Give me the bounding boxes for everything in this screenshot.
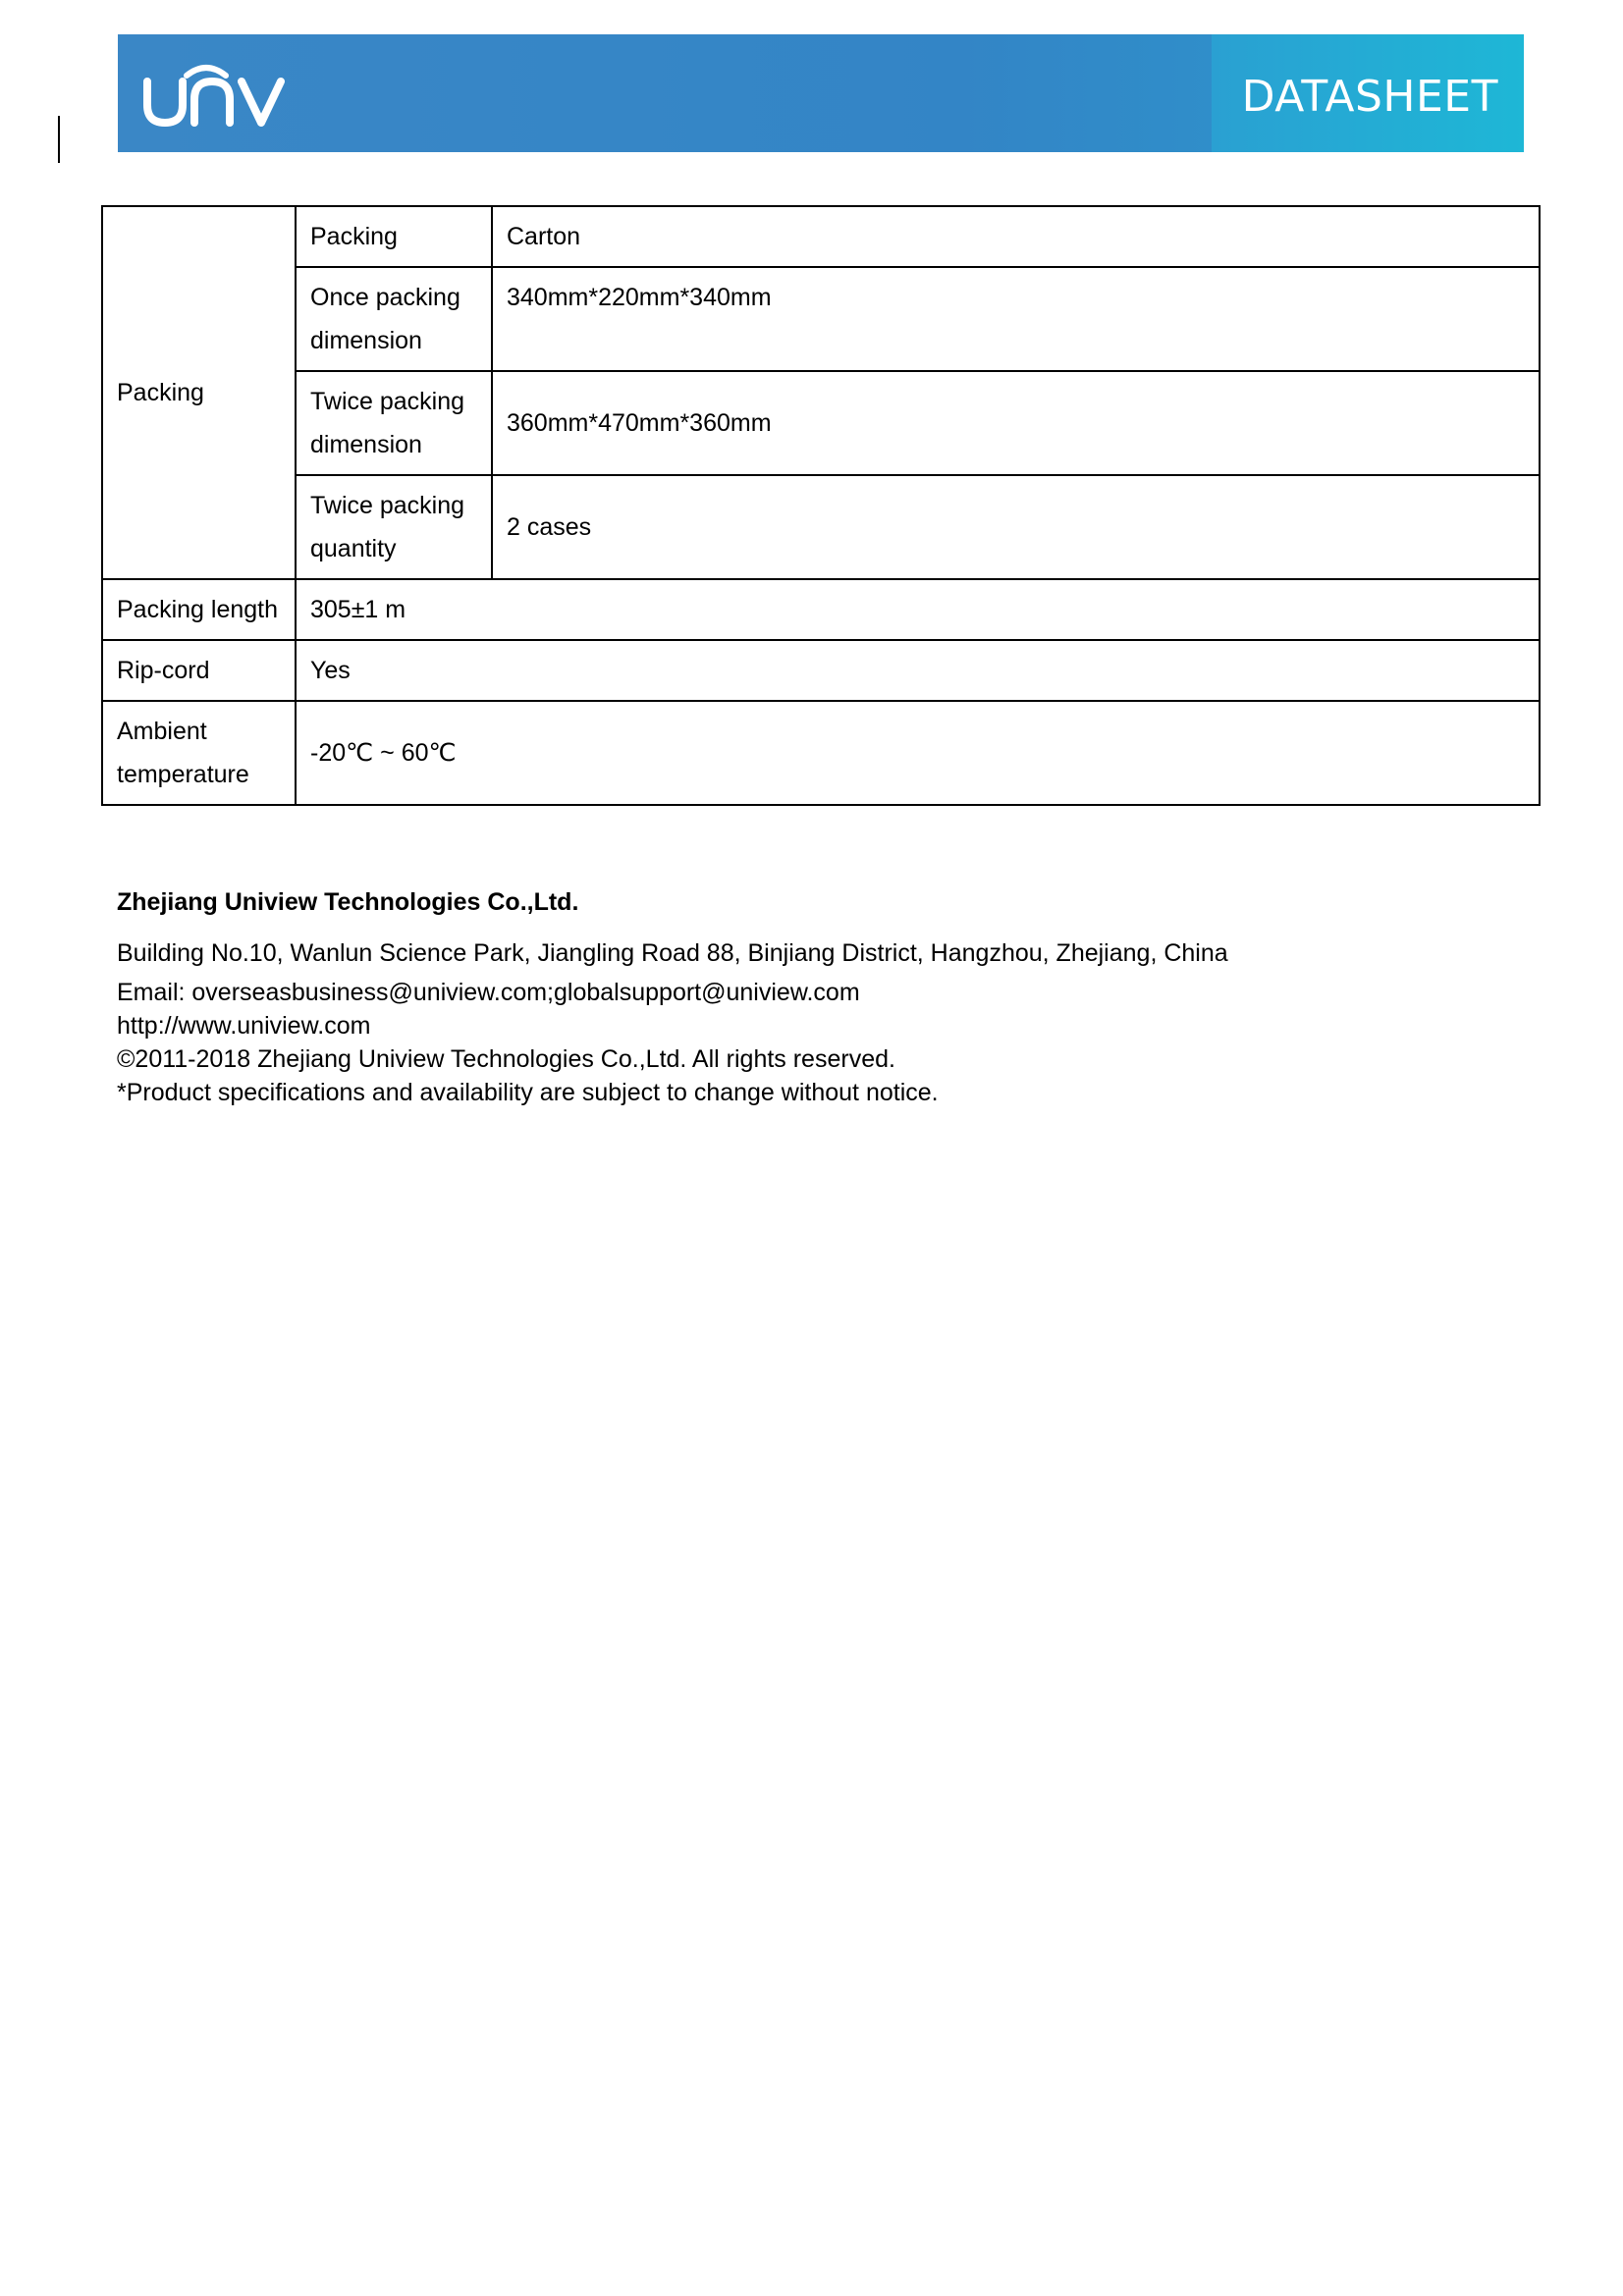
row-label: Ambient temperature — [102, 701, 296, 805]
company-footer — [117, 888, 1491, 1109]
spec-table — [101, 205, 1541, 806]
row-label: Once packing dimension — [296, 267, 492, 371]
table-row — [102, 640, 1540, 701]
row-label: Rip-cord — [102, 640, 296, 701]
company-address: Building No.10, Wanlun Science Park, Jiangling Road 88, Binjiang District, Hangzhou, Zhejiang, China — [117, 939, 1228, 967]
row-label: Twice packing quantity — [296, 475, 492, 579]
unv-logo — [143, 54, 291, 133]
row-label: Packing — [296, 206, 492, 267]
row-value: 360mm*470mm*360mm — [492, 371, 1540, 475]
text-cursor — [58, 116, 60, 163]
packing-group-label: Packing — [102, 206, 296, 579]
row-value: 2 cases — [492, 475, 1540, 579]
website-link[interactable]: http://www.uniview.com — [117, 1012, 371, 1040]
row-value: Carton — [492, 206, 1540, 267]
row-label: Twice packing dimension — [296, 371, 492, 475]
table-row — [102, 206, 1540, 267]
row-label: Packing length — [102, 579, 296, 640]
table-row — [102, 475, 1540, 579]
row-value: -20℃ ~ 60℃ — [296, 701, 1540, 805]
table-row — [102, 579, 1540, 640]
table-row — [102, 267, 1540, 371]
table-row — [102, 371, 1540, 475]
header-banner — [118, 34, 1524, 152]
disclaimer-notice: *Product specifications and availability are subject to change without notice. — [117, 1079, 939, 1106]
company-name: Zhejiang Uniview Technologies Co.,Ltd. — [117, 888, 579, 916]
copyright-notice: ©2011-2018 Zhejiang Uniview Technologies Co.,Ltd. All rights reserved. — [117, 1045, 895, 1073]
table-row — [102, 701, 1540, 805]
page-title: DATASHEET — [1241, 72, 1498, 122]
row-value: 340mm*220mm*340mm — [492, 267, 1540, 371]
row-value: 305±1 m — [296, 579, 1540, 640]
row-value: Yes — [296, 640, 1540, 701]
contact-email[interactable]: Email: overseasbusiness@uniview.com;globalsupport@uniview.com — [117, 979, 860, 1006]
